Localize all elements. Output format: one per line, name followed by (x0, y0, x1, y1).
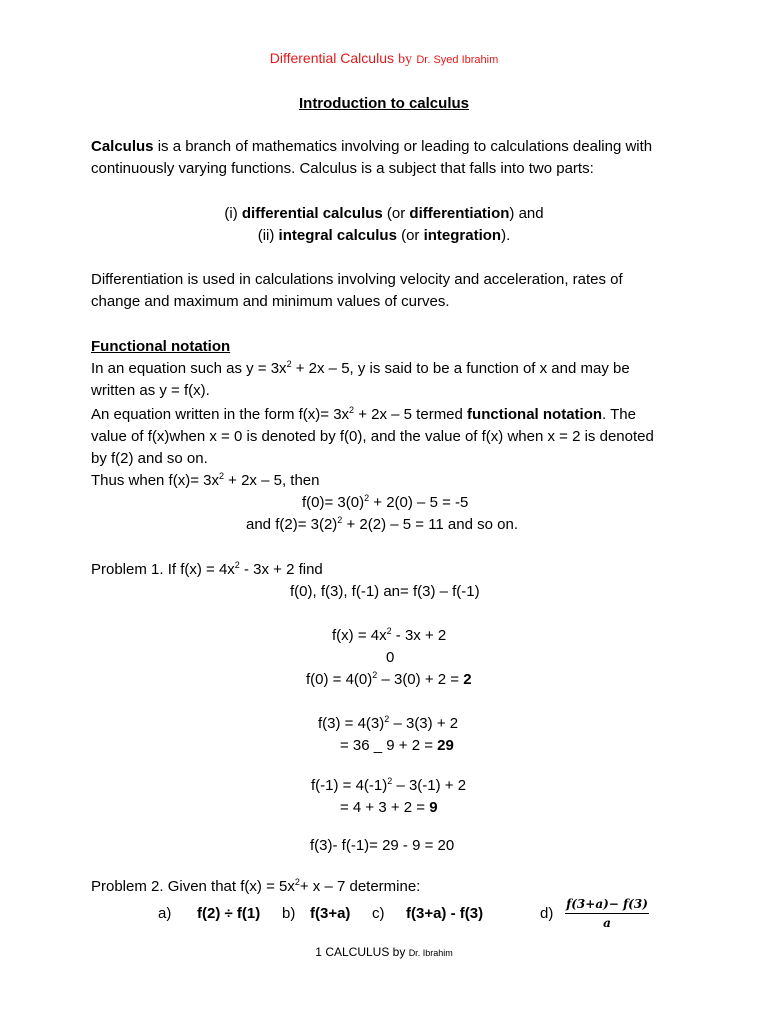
usage-line-1: Differentiation is used in calculations involving velocity and acceleration, rates of (91, 271, 623, 288)
header-title: Differential Calculus (269, 50, 394, 66)
parts-line-2 (0, 226, 768, 246)
functional-line-3 (91, 405, 636, 425)
parts-line-1 (0, 204, 768, 224)
parts-p2-e: ). (501, 227, 511, 244)
p2-d-denominator: a (603, 916, 611, 930)
header-author: Dr. Syed Ibrahim (416, 54, 499, 66)
section-heading (0, 94, 768, 114)
parts-p1-b: differential calculus (241, 205, 383, 222)
p2-a-expr (197, 904, 260, 924)
fn-l3-c: functional notation (467, 406, 603, 423)
parts-p2-c: (or (396, 227, 424, 244)
usage-line-2: change and maximum and minimum values of curves. (91, 293, 450, 310)
footer-author: Dr. Ibrahim (408, 948, 453, 958)
p1-sup-3: 2 (386, 626, 392, 636)
fn-sup-6: 2 (218, 471, 224, 481)
problem1-line-9 (340, 798, 438, 818)
parts-p1-d: differentiation (409, 205, 510, 222)
fn-l1-a: In an equation such as y = 3x (91, 360, 287, 377)
problem1-line-10: f(3)- f(-1)= 29 - 9 = 20 (310, 837, 455, 854)
problem1-line-1 (91, 560, 323, 580)
footer-text: CALCULUS by (325, 945, 406, 959)
p2-c-expr-text: f(3+a) - f(3) (406, 905, 484, 922)
fn-l3-d: . The (602, 406, 636, 423)
parts-p1-a: (i) (224, 205, 242, 222)
parts-p2-b: integral calculus (278, 227, 397, 244)
p1-l5-a: f(0) = 4(0) (306, 671, 373, 688)
p1-l7-a: = 36 _ 9 + 2 = (340, 737, 438, 754)
p1-sup-1: 2 (234, 560, 240, 570)
p1-l5-c: 2 (463, 671, 472, 688)
p1-sup-6: 2 (384, 714, 390, 724)
p2-b-expr-text: f(3+a) (310, 905, 351, 922)
p1-l9-a: = 4 + 3 + 2 = (340, 799, 430, 816)
fn-sup-7: 2 (364, 493, 370, 503)
page-footer (0, 942, 768, 963)
parts-p1-e: ) and (509, 205, 544, 222)
intro-line-1 (91, 137, 652, 157)
parts-p1-c: (or (382, 205, 410, 222)
fn-l3-b: + 2x – 5 termed (354, 406, 468, 423)
functional-line-7 (302, 493, 468, 513)
fn-sup-3: 2 (349, 405, 355, 415)
intro-line-2: continuously varying functions. Calculus is a subject that falls into two parts: (91, 160, 594, 177)
p1-l3-b: - 3x + 2 (391, 627, 447, 644)
fn-l7-a: f(0)= 3(0) (302, 494, 365, 511)
p2-d-numerator: f(3+a)− f(3) (565, 897, 649, 914)
fn-l6-a: Thus when f(x)= 3x (91, 472, 219, 489)
header-by: by (398, 52, 413, 67)
p1-l6-a: f(3) = 4(3) (318, 715, 385, 732)
p2-c-label: c) (372, 905, 385, 922)
p1-sup-5: 2 (372, 670, 378, 680)
functional-line-8 (246, 515, 518, 535)
problem1-line-3 (332, 626, 446, 646)
problem1-line-4: 0 (386, 649, 395, 666)
p1-l8-b: – 3(-1) + 2 (392, 777, 467, 794)
p2-d-label: d) (540, 905, 554, 922)
p1-l1-b: - 3x + 2 find (239, 561, 323, 578)
functional-line-6 (91, 471, 319, 491)
footer-page-number: 1 (315, 945, 322, 959)
p1-l6-b: – 3(3) + 2 (389, 715, 459, 732)
fn-l8-b: + 2(2) – 5 = 11 and so on. (342, 516, 518, 533)
fn-l1-b: + 2x – 5, y is said to be a function of x and may be (291, 360, 630, 377)
problem1-line-2: f(0), f(3), f(-1) an= f(3) – f(-1) (290, 583, 480, 600)
problem1-line-8 (311, 776, 466, 796)
problem1-line-6 (318, 714, 458, 734)
p1-l1-a: Problem 1. If f(x) = 4x (91, 561, 235, 578)
p1-l3-a: f(x) = 4x (332, 627, 387, 644)
heading-text: Introduction to calculus (298, 95, 469, 112)
functional-line-4: value of f(x)when x = 0 is denoted by f(0), and the value of f(x) when x = 2 is denoted (91, 428, 654, 445)
functional-line-5: by f(2) and so on. (91, 450, 208, 467)
p1-l7-b: 29 (437, 737, 454, 754)
document-header (0, 48, 768, 70)
p2-l1-b: + x – 7 determine: (299, 878, 421, 895)
p2-sup: 2 (294, 877, 300, 887)
fn-l7-b: + 2(0) – 5 = -5 (369, 494, 469, 511)
fn-l8-a: and f(2)= 3(2) (246, 516, 338, 533)
p2-b-label: b) (282, 905, 296, 922)
problem1-line-5 (306, 670, 472, 690)
fn-sup-8: 2 (337, 515, 343, 525)
fn-sup-1: 2 (286, 359, 292, 369)
p1-l8-a: f(-1) = 4(-1) (311, 777, 388, 794)
intro-line1-rest: is a branch of mathematics involving or leading to calculations dealing with (153, 138, 653, 155)
p1-l9-b: 9 (429, 799, 438, 816)
fn-l6-b: + 2x – 5, then (223, 472, 320, 489)
p2-c-expr (406, 904, 483, 924)
functional-heading-text: Functional notation (91, 338, 231, 355)
p1-sup-8: 2 (387, 776, 393, 786)
p1-l5-b: – 3(0) + 2 = (377, 671, 464, 688)
p2-d-fraction (565, 897, 649, 930)
p2-a-label: a) (158, 905, 172, 922)
intro-term: Calculus (91, 138, 154, 155)
p2-l1-a: Problem 2. Given that f(x) = 5x (91, 878, 295, 895)
problem2-line-1 (91, 877, 420, 897)
functional-heading (91, 337, 230, 357)
fn-l3-a: An equation written in the form f(x)= 3x (91, 406, 350, 423)
parts-p2-a: (ii) (257, 227, 279, 244)
functional-line-2: written as y = f(x). (91, 382, 210, 399)
p2-a-expr-text: f(2) ÷ f(1) (197, 905, 261, 922)
parts-p2-d: integration (423, 227, 502, 244)
problem1-line-7 (340, 736, 454, 756)
functional-line-1 (91, 359, 630, 379)
p2-b-expr (310, 904, 350, 924)
